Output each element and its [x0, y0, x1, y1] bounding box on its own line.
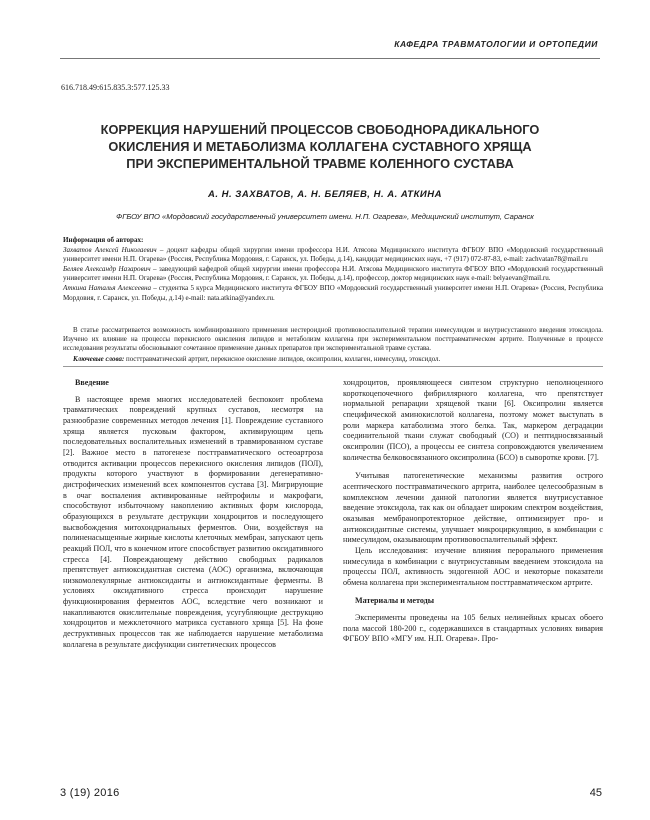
paragraph: хондроцитов, проявляющееся синтезом структурно неполноценного короткоцепочечного фибриллярного коллагена, что препятствует нормальной репарации хрящевой ткани [6]. Оксипролин является специфической аминокислотой коллагена, поэтому может выступать в роли маркера катаболизма этого белка. Так, маркером деградации соединительной ткани служат свободный (СО) и пептидносвязанный оксипролин (ПСО), а процессы ее синтеза сопровождаются увеличением количества белковосвязанного оксипролина (БСО) в сыворотке крови. [7].: [343, 378, 603, 462]
paragraph: Учитывая патогенетические механизмы развития острого асептического посттравматического артрита, наиболее целесообразным в комплексном лечении данной патологии является внутрисуставное введение этоксидола, так как он обладает широким спектром воздействия, оказывая мембранопротекторное действие, оптимизирует про- и антиоксидантные системы, улучшает микроциркуляцию, в комбинации с нимесулидом, оказывающим противовоспалительный эффект.: [343, 471, 603, 545]
author-details: – студентка 5 курса Медицинского института ФГБОУ ВПО «Мордовский государственный университет имени Н.П. Огарева» (Россия, Республика Мордовия, г. Саранск, ул. Победы, д.14) e-mail: nata.atkina@yandex.ru.: [63, 283, 603, 302]
section-heading-methods: Материалы и методы: [355, 596, 435, 606]
title-line: ПРИ ЭКСПЕРИМЕНТАЛЬНОЙ ТРАВМЕ КОЛЕННОГО СУСТАВА: [126, 156, 514, 171]
udc-code: 616.718.49:615.835.3:577.125.33: [61, 83, 170, 92]
author-entry: [63, 284, 603, 303]
right-column: [343, 378, 603, 645]
keywords: [63, 355, 603, 364]
abstract: В статье рассматривается возможность комбинированного применения нестероидной противовоспалительной терапии нимесулидом и внутрисуставного введения этоксидола. Изучено их влияние на процессы перекисного окисления липидов и метаболизм коллагена при экспериментальном посттравматическом артрите. Полученные в процессе исследования результаты обосновывают сочетанное применение данных препаратов при экспериментальной травме сустава.: [63, 327, 603, 352]
author-name: Аткина Наталья Алексеевна: [63, 283, 152, 292]
authors: А. Н. ЗАХВАТОВ, А. Н. БЕЛЯЕВ, Н. А. АТКИНА: [208, 189, 442, 200]
keywords-text: посттравматический артрит, перекисное окисление липидов, оксипролин, коллаген, нимесулид, этоксидол.: [124, 356, 441, 363]
author-name: Захватов Алексей Николаевич: [63, 245, 157, 254]
author-details: – заведующий кафедрой общей хирургии имени профессора Н.И. Атясова Медицинского института ФГБОУ ВПО «Мордовский государственный университет имени Н.П. Огарева» (Россия, Республика Мордовия, г. Саранск, ул. Победы, д.14), профессор, доктор медицинских наук e-mail: belyaevan@mail.ru.: [63, 264, 604, 283]
page-number: 45: [589, 787, 602, 799]
title-line: КОРРЕКЦИЯ НАРУШЕНИЙ ПРОЦЕССОВ СВОБОДНОРАДИКАЛЬНОГО: [100, 122, 540, 137]
divider: [63, 366, 603, 367]
running-header: [60, 30, 600, 59]
author-info: [63, 236, 603, 303]
paragraph: В настоящее время многих исследователей беспокоит проблема травматических повреждений крупных суставов, несмотря на разнообразие современных методов лечения [1]. Повреждение суставного хряща является пусковым фактором, активирующим цепь последовательных воспалительных изменений в травмированном суставе [2]. Важное место в патогенезе посттравматического остеоартроза отводится активации процессов перекисного окисления липидов (ПОЛ), продукты которого участвуют в формировании дегенеративно-дистрофических изменений всех компонентов сустава [3]. Мигрирующие в очаг воспаления активированные нейтрофилы и макрофаги, способствуют избыточному накоплению активных форм кислорода, образующихся в результате деструкции хондроцитов и последующего высвобождения митохондриальных ферментов. Они, воздействуя на полиненасыщенные жирные кислоты клеточных мембран, запускают цепь реакций ПОЛ, что в конечном итоге способствует развитию оксидативного стресса [4]. Повреждающему действию свободных радикалов препятствует антиоксидантная система (АОС) организма, включающая низкомолекулярные антиоксиданты и антиоксидантные ферменты. В условиях оксидативного стресса происходит нарушение функционирования ферментов АОС, вследствие чего возникают и накапливаются окислительные повреждения, усугубляющие деструкцию хондроцитов и межклеточного матрикса суставного хряща [5]. На фоне деструктивных процессов так же наблюдается нарушение метаболизма коллагена в результате дисфункции синтетических процессов: [63, 394, 323, 649]
article-title: [70, 121, 570, 172]
affiliation: ФГБОУ ВПО «Мордовский государственный университет имени. Н.П. Огарева», Медицинский институт, Саранск: [116, 212, 534, 221]
keywords-label: Ключевые слова:: [73, 356, 125, 363]
issue-number: 3 (19) 2016: [60, 787, 120, 799]
author-info-heading: Информация об авторах:: [63, 236, 144, 244]
section-title: КАФЕДРА ТРАВМАТОЛОГИИ И ОРТОПЕДИИ: [394, 39, 598, 49]
left-column: [63, 378, 323, 650]
author-entry: [63, 265, 603, 284]
title-line: ОКИСЛЕНИЯ И МЕТАБОЛИЗМА КОЛЛАГЕНА СУСТАВНОГО ХРЯЩА: [108, 139, 532, 154]
author-entry: [63, 246, 603, 265]
paragraph: Эксперименты проведены на 105 белых нелинейных крысах обоего пола массой 180-200 г., содержавшихся в стандартных условиях вивария ФГБОУ ВПО «МГУ им. Н.П. Огарева». Про-: [343, 613, 603, 644]
section-heading-intro: Введение: [75, 378, 109, 387]
author-name: Беляев Александр Назарович: [63, 264, 151, 273]
paragraph: Цель исследования: изучение влияния перорального применения нимесулида в комбинации с внутрисуставным введением этоксидола на процессы ПОЛ, активность эндогенной АОС и некоторые показатели обмена коллагена при экспериментальном посттравматическом артрите.: [343, 545, 603, 587]
author-details: – доцент кафедры общей хирургии имени профессора Н.И. Атясова Медицинского института ФГБОУ ВПО «Мордовский государственный университет имени Н.П. Огарева» (Россия, Республика Мордовия, г. Саранск, ул. Победы, д.14), кандидат медицинских наук, +7 (917) 072-87-83, e-mail: zachvatan78@mail.ru: [63, 245, 603, 264]
